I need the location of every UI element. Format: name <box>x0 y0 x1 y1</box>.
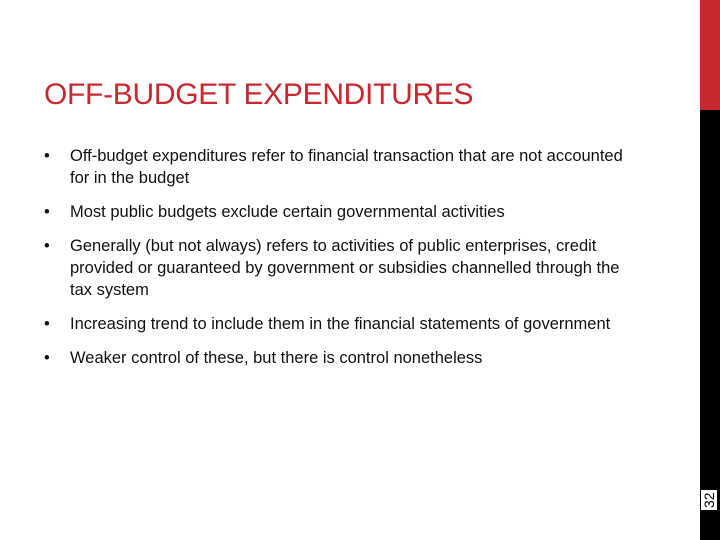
bullet-item <box>44 201 634 223</box>
bullet-item <box>44 313 634 335</box>
bullet-marker: • <box>44 349 50 367</box>
bullet-item <box>44 235 634 301</box>
bullet-marker: • <box>44 237 50 255</box>
bullet-marker: • <box>44 203 50 221</box>
bullet-marker: • <box>44 315 50 333</box>
bullet-text: Most public budgets exclude certain governmental activities <box>70 203 505 221</box>
bullet-item <box>44 347 634 369</box>
bullet-text: Generally (but not always) refers to activities of public enterprises, credit provided or guaranteed by government or subsidies channelled through the tax system <box>70 237 620 299</box>
slide-title: OFF-BUDGET EXPENDITURES <box>44 78 474 111</box>
bullet-text: Off-budget expenditures refer to financial transaction that are not accounted for in the budget <box>70 147 623 187</box>
bullet-item <box>44 145 634 189</box>
page-number: 32 <box>701 492 717 508</box>
bullet-list <box>44 145 634 381</box>
bullet-text: Weaker control of these, but there is control nonetheless <box>70 349 483 367</box>
bullet-marker: • <box>44 147 50 165</box>
side-bar-accent <box>700 0 720 110</box>
bullet-text: Increasing trend to include them in the financial statements of government <box>70 315 611 333</box>
